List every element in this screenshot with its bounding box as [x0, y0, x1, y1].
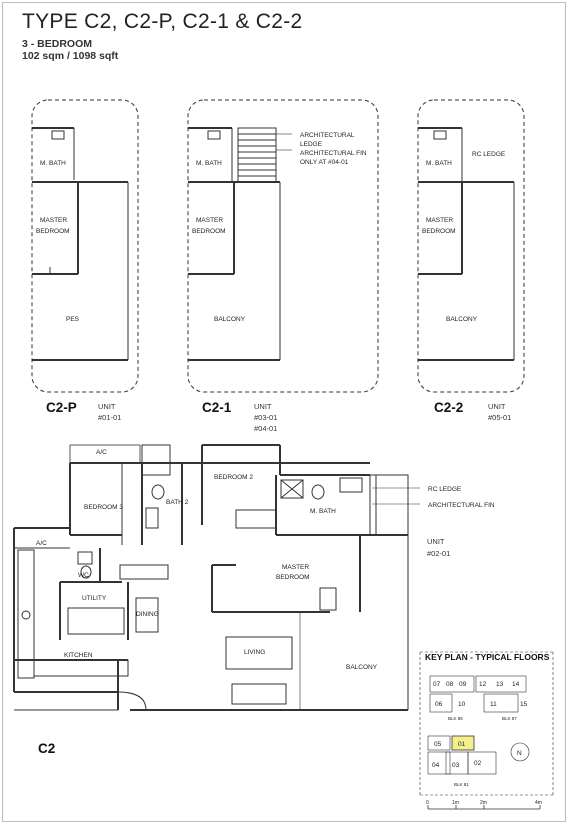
kp-unit-05: 05: [434, 741, 442, 748]
note-rc-ledge: RC LEDGE: [428, 486, 462, 493]
kp-unit-06: 06: [435, 701, 443, 708]
note-fin-1: ARCHITECTURAL FIN: [300, 150, 367, 157]
unit-heading-c22: UNIT: [488, 402, 506, 411]
unit-number-c2: #02-01: [427, 549, 451, 558]
room-living: LIVING: [244, 649, 266, 656]
note-leaders: [286, 134, 420, 504]
room-mbath-c22: M. BATH: [426, 160, 452, 167]
kp-blk-81: BLK 81: [454, 782, 469, 787]
note-architectural-fin: ARCHITECTURAL FIN: [428, 502, 495, 509]
kp-north: N: [517, 750, 522, 757]
kp-unit-01: 01: [458, 741, 466, 748]
scale-tick-0: 0: [426, 800, 429, 806]
room-mbath-c21: M. BATH: [196, 160, 222, 167]
room-master-c2: MASTER: [282, 564, 310, 571]
note-ledge-2: LEDGE: [300, 141, 323, 148]
note-fin-2: ONLY AT #04-01: [300, 159, 349, 166]
room-kitchen: KITCHEN: [64, 652, 93, 659]
room-dining: DINING: [136, 611, 159, 618]
room-balcony-c2: BALCONY: [346, 664, 378, 671]
unit-number-c22: #05-01: [488, 413, 512, 422]
kp-blk-87: BLK 87: [502, 716, 517, 721]
plan-label-c22: C2-2: [434, 400, 464, 415]
unit-number-c2p: #01-01: [98, 413, 122, 422]
unit-heading-c2p: UNIT: [98, 402, 116, 411]
room-bedroom3: BEDROOM 3: [84, 504, 124, 511]
room-bedroom2: BEDROOM 2: [214, 474, 254, 481]
kp-unit-02: 02: [474, 760, 482, 767]
kp-unit-03: 03: [452, 762, 460, 769]
room-utility: UTILITY: [82, 595, 107, 602]
room-master-c22: MASTER: [426, 217, 454, 224]
scale-tick-4m: 4m: [535, 800, 542, 806]
plan-outline-c22: [418, 100, 524, 392]
room-ledge-c22: RC LEDGE: [472, 151, 506, 158]
room-master-c21: MASTER: [196, 217, 224, 224]
kp-unit-13: 13: [496, 681, 504, 688]
room-bedroom-c21: BEDROOM: [192, 228, 226, 235]
kp-unit-04: 04: [432, 762, 440, 769]
room-mbath-c2: M. BATH: [310, 508, 336, 515]
key-plan-drawing: [420, 652, 553, 795]
room-ac-left: A/C: [36, 540, 47, 547]
unit-number-c21b: #04-01: [254, 424, 278, 433]
unit-area: 102 sqm / 1098 sqft: [22, 50, 119, 62]
kp-unit-09: 09: [459, 681, 467, 688]
kp-unit-08: 08: [446, 681, 454, 688]
room-pes-c2p: PES: [66, 316, 80, 323]
note-ledge-1: ARCHITECTURAL: [300, 132, 355, 139]
room-bedroom-c22: BEDROOM: [422, 228, 456, 235]
kp-unit-15: 15: [520, 701, 528, 708]
kp-blk-85: BLK 85: [448, 716, 463, 721]
unit-heading-c2: UNIT: [427, 537, 445, 546]
plan-outline-c21: [188, 100, 378, 392]
room-wc: WC: [78, 572, 89, 579]
room-bedroom-c2p: BEDROOM: [36, 228, 70, 235]
page-title: TYPE C2, C2-P, C2-1 & C2-2: [22, 10, 303, 33]
unit-heading-c21: UNIT: [254, 402, 272, 411]
scale-tick-1m: 1m: [452, 800, 459, 806]
room-bath2: BATH 2: [166, 499, 189, 506]
kp-unit-10: 10: [458, 701, 466, 708]
plan-label-c2p: C2-P: [46, 400, 77, 415]
kp-unit-07: 07: [433, 681, 441, 688]
plan-outline-c2p: [32, 100, 138, 392]
plan-label-c21: C2-1: [202, 400, 232, 415]
room-ac-top: A/C: [96, 449, 107, 456]
room-bedroom-c2: BEDROOM: [276, 574, 310, 581]
room-labels: [36, 132, 542, 806]
room-master-c2p: MASTER: [40, 217, 68, 224]
kp-unit-11: 11: [490, 701, 497, 708]
room-balcony-c21: BALCONY: [214, 316, 246, 323]
room-mbath-c2p: M. BATH: [40, 160, 66, 167]
key-plan-title: KEY PLAN - TYPICAL FLOORS: [425, 652, 550, 662]
room-balcony-c22: BALCONY: [446, 316, 478, 323]
scale-tick-2m: 2m: [480, 800, 487, 806]
bedroom-count: 3 - BEDROOM: [22, 38, 93, 50]
plan-label-c2: C2: [38, 741, 56, 756]
kp-unit-14: 14: [512, 681, 520, 688]
unit-number-c21a: #03-01: [254, 413, 278, 422]
kp-unit-12: 12: [479, 681, 487, 688]
